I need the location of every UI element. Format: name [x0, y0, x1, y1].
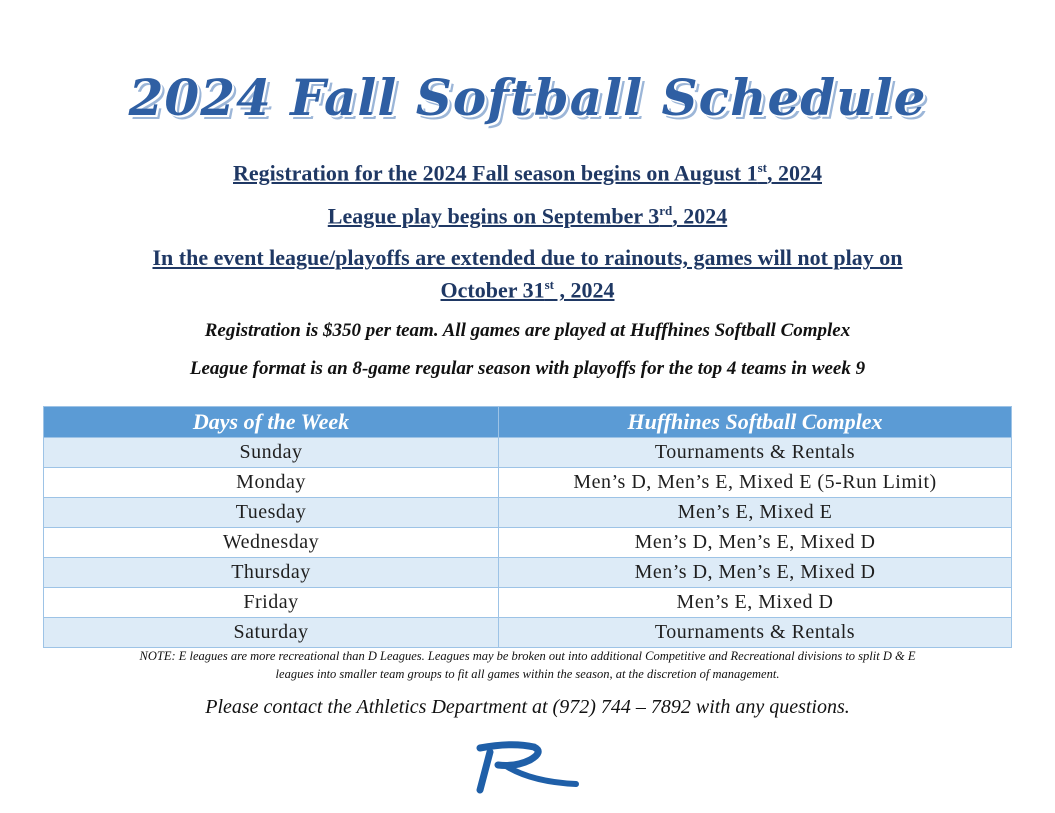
league-cell: Men’s D, Men’s E, Mixed E (5-Run Limit): [499, 468, 1012, 498]
league-start-text: League play begins on September 3: [327, 203, 660, 229]
fee-line: Registration is $350 per team. All games are played at Huffhines Softball Complex: [204, 320, 851, 341]
rainout-date-line: [0, 277, 1055, 303]
header-complex: Huffhines Softball Complex: [499, 407, 1012, 438]
rainout-date-year: , 2024: [553, 277, 615, 303]
table-row: [44, 588, 1012, 618]
league-start-year: , 2024: [672, 203, 728, 229]
league-cell: Men’s D, Men’s E, Mixed D: [499, 528, 1012, 558]
day-cell: Friday: [44, 588, 499, 618]
table-row: [44, 438, 1012, 468]
footnote-line-2: leagues into smaller team groups to fit all games within the season, at the discretion of management.: [275, 667, 780, 681]
registration-date-year: , 2024: [766, 160, 822, 186]
registration-date-sup: st: [757, 160, 767, 175]
table-row: [44, 498, 1012, 528]
table-row: [44, 468, 1012, 498]
league-cell: Tournaments & Rentals: [499, 618, 1012, 648]
day-cell: Sunday: [44, 438, 499, 468]
registration-date-line: [0, 160, 1055, 186]
registration-date-text: Registration for the 2024 Fall season begins on August 1: [233, 160, 758, 186]
table-row: [44, 558, 1012, 588]
league-cell: Men’s E, Mixed E: [499, 498, 1012, 528]
league-start-sup: rd: [659, 203, 673, 218]
league-start-line: [0, 203, 1055, 229]
table-row: [44, 618, 1012, 648]
table-row: [44, 528, 1012, 558]
page-title: 2024 Fall Softball Schedule: [128, 68, 927, 127]
day-cell: Thursday: [44, 558, 499, 588]
day-cell: Monday: [44, 468, 499, 498]
rainout-date-sup: st: [544, 277, 554, 292]
schedule-header-row: [44, 407, 1012, 438]
league-cell: Men’s E, Mixed D: [499, 588, 1012, 618]
rainout-date-text: October 31: [440, 277, 545, 303]
format-line: League format is an 8-game regular season with playoffs for the top 4 teams in week 9: [189, 358, 866, 379]
day-cell: Tuesday: [44, 498, 499, 528]
footnote-line-1: NOTE: E leagues are more recreational than D Leagues. Leagues may be broken out into additional Competitive and Recreational divisions to split D & E: [139, 649, 916, 663]
rainout-line: In the event league/playoffs are extended due to rainouts, games will not play on: [152, 245, 903, 270]
richardson-r-logo-icon: [472, 738, 582, 796]
footnote: [50, 647, 1005, 683]
header-days: Days of the Week: [44, 407, 499, 438]
contact-line: Please contact the Athletics Department at (972) 744 – 7892 with any questions.: [205, 696, 850, 718]
league-cell: Men’s D, Men’s E, Mixed D: [499, 558, 1012, 588]
league-cell: Tournaments & Rentals: [499, 438, 1012, 468]
schedule-table: [43, 406, 1012, 648]
day-cell: Wednesday: [44, 528, 499, 558]
day-cell: Saturday: [44, 618, 499, 648]
